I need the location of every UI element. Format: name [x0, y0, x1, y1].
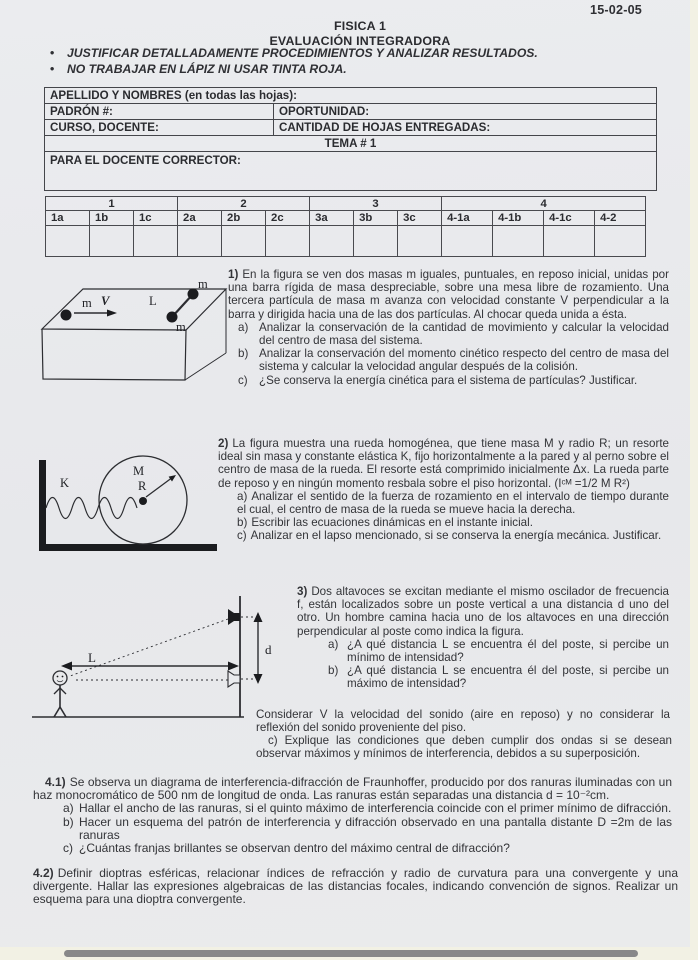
problem3-number: 3): [297, 585, 308, 598]
grade-group-1: 1: [46, 197, 178, 211]
label-velocity: V: [101, 294, 110, 308]
grade-group-2: 2: [178, 197, 310, 211]
mass-left-ball: [61, 310, 72, 321]
floor: [39, 544, 217, 551]
wheel-hub: [139, 497, 147, 505]
grade-cell-4-1b: 4-1b: [493, 211, 544, 226]
exam-title: EVALUACIÓN INTEGRADORA: [269, 34, 451, 48]
problem1-item-a: a) Analizar la conservación de la cantidad de movimiento y calcular la velocidad del centro de masa del sistema.: [238, 320, 669, 348]
problem2-number: 2): [218, 437, 229, 450]
figure-problem2-spring-wheel: [35, 444, 220, 556]
problem1-block: [228, 268, 669, 387]
problem1-number: 1): [228, 268, 239, 281]
grading-grid: [45, 196, 646, 257]
scanner-edge-shadow: [64, 950, 638, 957]
student-info-table: [44, 87, 657, 191]
course-title: FISICA 1: [333, 19, 387, 33]
figure-problem1-table-masses: [35, 268, 230, 386]
sound-path-top: [70, 619, 228, 676]
label-mass-top: m: [198, 277, 208, 291]
problem42-block: [33, 867, 678, 907]
grade-cell-1a: 1a: [46, 211, 90, 226]
problem41-item-c: c) ¿Cuántas franjas brillantes se observan dentro del máximo central de difracción?: [63, 841, 510, 856]
problem3-block: [297, 585, 669, 691]
field-cantidad-hojas: CANTIDAD DE HOJAS ENTREGADAS:: [274, 120, 657, 136]
label-distance-L: L: [88, 650, 96, 665]
problem2-intro: 2) La figura muestra una rueda homogénea, que tiene masa M y radio R; un resorte ideal sin masa y constante elástica K, fijo horizontalmente a la pared y al perno sobre el centro de masa de la rueda. El resorte está comprimido inicialmente Δx. La rueda parte de reposo y en ningún momento resbala sobre el piso horizontal. (Iᶜᴹ =1/2 M R²): [218, 437, 669, 490]
grade-cell-2a: 2a: [178, 211, 222, 226]
bullet-icon: •: [50, 62, 55, 76]
problem3-intro: 3) Dos altavoces se excitan mediante el mismo oscilador de frecuencia f, están localizados sobre un poste vertical a una distancia d uno del otro. Un hombre camina hacia uno de los altavoces en una dirección perpendicular al poste como indica la figura.: [297, 585, 669, 638]
grade-cell-4-1a: 4-1a: [442, 211, 493, 226]
field-oportunidad: OPORTUNIDAD:: [274, 104, 657, 120]
grade-cell-3a: 3a: [310, 211, 354, 226]
problem41-intro: 4.1) Se observa un diagrama de interferencia-difracción de Fraunhoffer, producido por dos ranuras iluminadas con un haz monocromático de 500 nm de longitud de onda. Las ranuras están separadas una distancia d = 10⁻²cm.: [33, 775, 672, 803]
problem3-note: Considerar V la velocidad del sonido (aire en reposo) y no considerar la reflexión del sonido proveniente del piso.: [256, 708, 670, 735]
grade-cell-2b: 2b: [222, 211, 266, 226]
label-distance-d: d: [265, 642, 272, 657]
problem41-item-a: a) Hallar el ancho de las ranuras, si el quinto máximo de interferencia coincide con el primer mínimo de difracción.: [63, 801, 672, 816]
grade-cell-1b: 1b: [90, 211, 134, 226]
problem41-number: 4.1): [45, 775, 66, 789]
problem41-block: [33, 776, 672, 855]
grade-cell-3c: 3c: [398, 211, 442, 226]
problem3-item-b: b) ¿A qué distancia L se encuentra él del poste, si percibe un máximo de intensidad?: [328, 664, 669, 691]
instruction-2-text: NO TRABAJAR EN LÁPIZ NI USAR TINTA ROJA.: [67, 62, 347, 76]
problem2-item-b: b) Escribir las ecuaciones dinámicas en el instante inicial.: [237, 516, 533, 530]
instruction-line-2: [50, 62, 675, 77]
field-curso-docente: CURSO, DOCENTE:: [45, 120, 274, 136]
problem1-item-c: c) ¿Se conserva la energía cinética para el sistema de partículas? Justificar.: [238, 373, 638, 387]
problem2-item-a: a) Analizar el sentido de la fuerza de rozamiento en el intervalo de tiempo durante el cual, el centro de masa de la rueda se mueve hacia la derecha.: [237, 489, 669, 517]
radius-arrowhead-icon: [169, 475, 176, 482]
label-bar-length: L: [149, 294, 157, 308]
grade-cell-4-1c: 4-1c: [544, 211, 595, 226]
field-padron: PADRÓN #:: [45, 104, 274, 120]
mass-top-ball: [188, 289, 199, 300]
wall: [39, 460, 46, 551]
grade-cell-1c: 1c: [134, 211, 178, 226]
label-mass-left: m: [82, 296, 92, 310]
label-mass-bottom: m: [176, 320, 186, 334]
problem1-intro: 1) En la figura se ven dos masas m iguales, puntuales, en reposo inicial, unidas por una barra rígida de masa despreciable, sobre una mesa libre de rozamiento. Una tercera partícula de masa m avanza con velocidad constante V perpendicular a la barra y dirigida hacia una de las dos partículas. Al chocar queda unida a ésta.: [228, 268, 669, 321]
instruction-1-text: JUSTIFICAR DETALLADAMENTE PROCEDIMIENTOS Y ANALIZAR RESULTADOS.: [67, 46, 538, 60]
grade-cell-4-2: 4-2: [595, 211, 646, 226]
problem2-block: [218, 437, 669, 543]
problem3-item-c: c) Explique las condiciones que deben cumplir dos ondas si se desean observar máximos y mínimos de interferencia, debidos a su superposición.: [256, 734, 672, 761]
grade-cell-2c: 2c: [266, 211, 310, 226]
header-titles: [30, 19, 690, 49]
field-docente-corrector: PARA EL DOCENTE CORRECTOR:: [45, 152, 657, 191]
problem3-item-a: a) ¿A qué distancia L se encuentra él del poste, si percibe un mínimo de intensidad?: [328, 637, 669, 665]
bullet-icon: •: [50, 46, 55, 60]
exam-date: 15-02-05: [589, 3, 642, 17]
speaker-bottom-icon: [228, 671, 240, 687]
grade-cell-3b: 3b: [354, 211, 398, 226]
problem41-item-b: b) Hacer un esquema del patrón de interferencia y difracción observado en una pantalla distante D =2m de las ranuras: [63, 814, 672, 842]
figure-problem3-speakers-pole: [30, 588, 282, 730]
label-spring-constant: K: [60, 476, 70, 490]
radius-arrow: [146, 477, 173, 497]
listener-stick-figure: [53, 671, 67, 717]
label-wheel-radius: R: [138, 479, 147, 493]
instruction-line-1: [50, 46, 675, 61]
problem2-item-c: c) Analizar en el lapso mencionado, si se conserva la energía mecánica. Justificar.: [237, 529, 662, 543]
problem42-number: 4.2): [33, 866, 54, 880]
problem1-item-b: b) Analizar la conservación del momento cinético respecto del centro de masa del sistema y calcular la velocidad angular después de la colisión.: [238, 347, 669, 374]
field-apellido-nombres: APELLIDO Y NOMBRES (en todas las hojas):: [45, 88, 657, 104]
grade-group-3: 3: [310, 197, 442, 211]
label-wheel-mass: M: [133, 464, 145, 478]
velocity-arrowhead-icon: [107, 310, 117, 317]
field-tema: TEMA # 1: [45, 136, 657, 152]
grade-group-4: 4: [442, 197, 646, 211]
problem42-text: Definir dioptras esféricas, relacionar índices de refracción y radio de curvatura para una convergente y una divergente. Hallar las expresiones algebraicas de las distancias focales, indicando convención de signos. Realizar un esquema para una dioptra convergente.: [33, 866, 678, 907]
speaker-top-icon: [228, 609, 240, 625]
spring: [46, 498, 137, 519]
